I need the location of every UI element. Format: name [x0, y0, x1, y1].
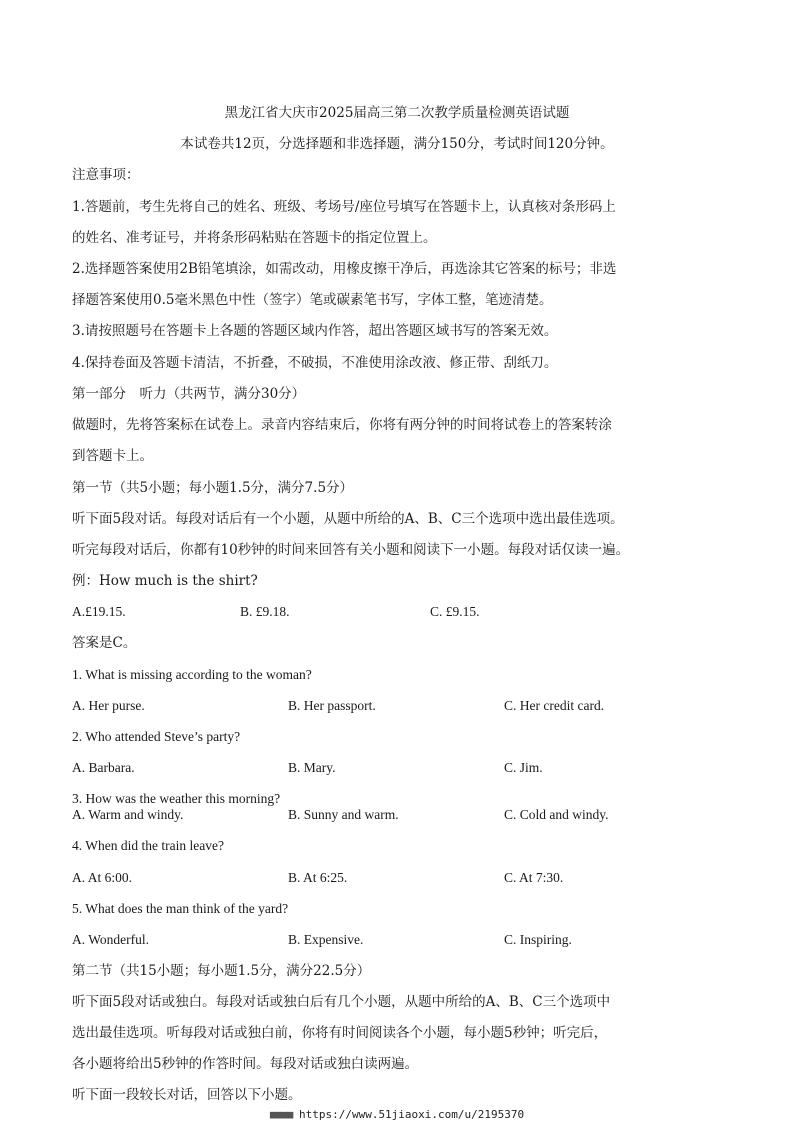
section2-instruction: 选出最佳选项。听每段对话或独白前，你将有时间阅读各个小题，每小题5秒钟；听完后， — [72, 1025, 608, 1041]
page-footer — [0, 1108, 794, 1121]
notice-line: 1.答题前，考生先将自己的姓名、班级、考场号/座位号填写在答题卡上，认真核对条形码上 — [72, 199, 616, 215]
section1-instruction: 听下面5段对话。每段对话后有一个小题，从题中所给的A、B、C三个选项中选出最佳选项。 — [72, 511, 624, 527]
part1-instruction: 做题时，先将答案标在试卷上。录音内容结束后，你将有两分钟的时间将试卷上的答案转涂 — [72, 417, 612, 433]
notice-line: 2.选择题答案使用2B铅笔填涂，如需改动，用橡皮擦干净后，再选涂其它答案的标号；非选 — [72, 261, 617, 277]
option-a: A. At 6:00. — [72, 870, 133, 885]
part1-heading: 第一部分 听力（共两节，满分30分） — [72, 386, 306, 402]
page-title: 黑龙江省大庆市2025届高三第二次教学质量检测英语试题 — [224, 105, 570, 121]
option-b: B. Expensive. — [288, 932, 364, 947]
notice-line: 的姓名、准考证号，并将条形码粘贴在答题卡的指定位置上。 — [72, 230, 437, 246]
option-b: B. Sunny and warm. — [288, 807, 399, 822]
example-answer: 答案是C。 — [72, 635, 137, 651]
example-question: 例：How much is the shirt? — [72, 573, 258, 589]
section2-last-line: 听下面一段较长对话，回答以下小题。 — [72, 1087, 302, 1103]
notice-line: 4.保持卷面及答题卡清洁，不折叠，不破损，不准使用涂改液、修正带、刮纸刀。 — [72, 355, 558, 371]
section2-heading: 第二节（共15小题；每小题1.5分，满分22.5分） — [72, 963, 371, 979]
option-c: C. £9.15. — [430, 604, 480, 619]
option-b: B. Mary. — [288, 760, 336, 775]
footer-url[interactable]: https://www.51jiaoxi.com/u/2195370 — [298, 1108, 525, 1121]
option-a: A. Her purse. — [72, 698, 145, 713]
option-c: C. Jim. — [504, 760, 543, 775]
footer-mark: ■■■■ — [269, 1108, 293, 1121]
option-c: C. Her credit card. — [504, 698, 605, 713]
option-a: A. Warm and windy. — [72, 807, 184, 822]
notice-line: 3.请按照题号在答题卡上各题的答题区域内作答，超出答题区域书写的答案无效。 — [72, 323, 558, 339]
section1-heading: 第一节（共5小题；每小题1.5分，满分7.5分） — [72, 480, 354, 496]
question-2: 2. Who attended Steve’s party? — [72, 729, 241, 744]
part1-instruction: 到答题卡上。 — [72, 448, 153, 464]
question-4: 4. When did the train leave? — [72, 838, 224, 853]
option-a: A. Barbara. — [72, 760, 135, 775]
intro-line: 本试卷共12页，分选择题和非选择题，满分150分，考试时间120分钟。 — [180, 136, 614, 152]
option-c: C. Cold and windy. — [504, 807, 609, 822]
option-b: B. £9.18. — [240, 604, 290, 619]
option-c: C. Inspiring. — [504, 932, 572, 947]
question-5: 5. What does the man think of the yard? — [72, 901, 289, 916]
section1-instruction: 听完每段对话后，你都有10秒钟的时间来回答有关小题和阅读下一小题。每段对话仅读一遍。 — [72, 542, 630, 558]
notice-line: 择题答案使用0.5毫米黑色中性（签字）笔或碳素笔书写，字体工整，笔迹清楚。 — [72, 292, 553, 308]
option-a: A. Wonderful. — [72, 932, 150, 947]
option-b: B. Her passport. — [288, 698, 376, 713]
option-c: C. At 7:30. — [504, 870, 564, 885]
question-1: 1. What is missing according to the woman? — [72, 667, 312, 682]
option-a: A.£19.15. — [72, 604, 126, 619]
notice-heading: 注意事项： — [72, 167, 140, 183]
section2-instruction: 听下面5段对话或独白。每段对话或独白后有几个小题，从题中所给的A、B、C三个选项中 — [72, 994, 611, 1010]
question-3: 3. How was the weather this morning? — [72, 791, 281, 806]
section2-instruction: 各小题将给出5秒钟的作答时间。每段对话或独白读两遍。 — [72, 1056, 419, 1072]
option-b: B. At 6:25. — [288, 870, 348, 885]
